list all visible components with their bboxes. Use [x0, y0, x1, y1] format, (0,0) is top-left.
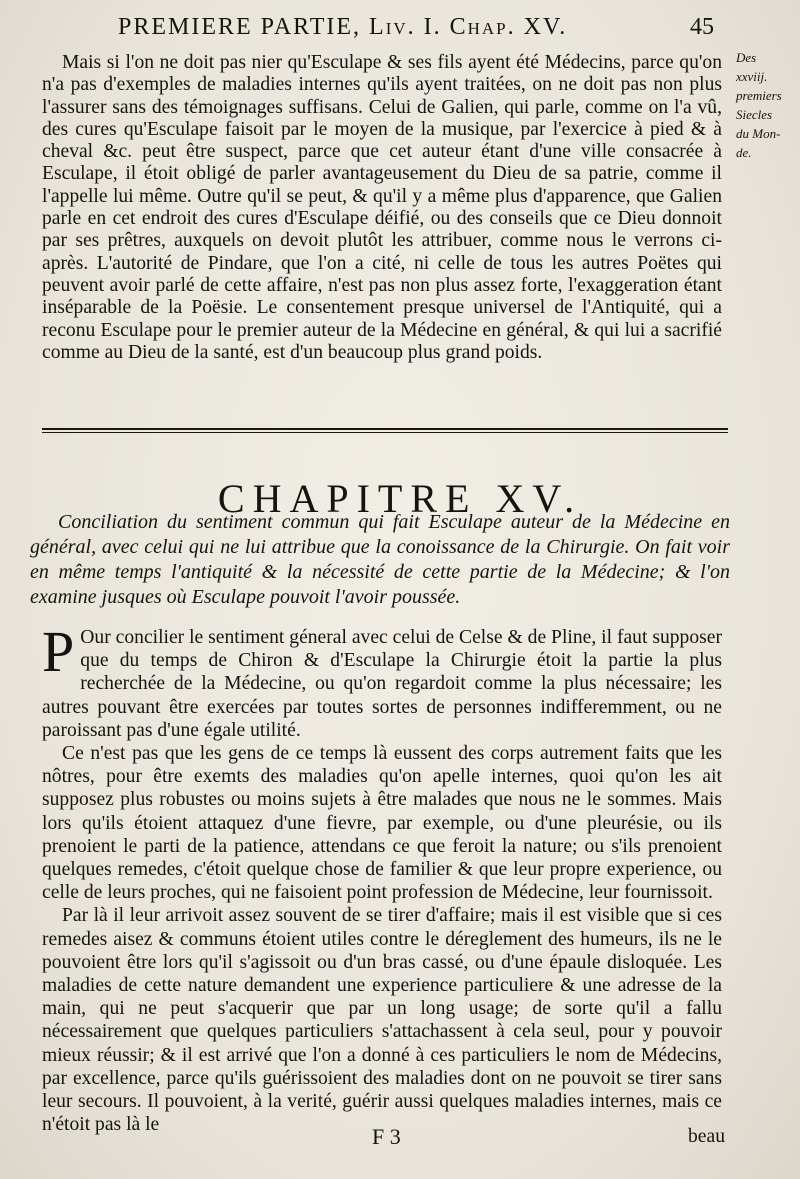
margin-note-line: Des: [736, 50, 757, 65]
catchword: beau: [688, 1126, 725, 1147]
running-header: [118, 14, 718, 41]
chapter-body: [42, 619, 722, 1136]
opening-text-block: [42, 52, 722, 364]
margin-note-line: du Mon-: [736, 126, 781, 141]
signature-mark: F 3: [372, 1124, 401, 1149]
paragraph: Par là il leur arrivoit assez souvent de se tirer d'affaire; mais il est visible que si ces remedes aisez & communs étoient utiles contre le déreglement des humeurs, ils ne le pouvoient être lors qu'il s'agissoit ou d'un bras cassé, ou d'une épaule disloquée. Les maladies de cette nature demandent une experience particuliere & une adresse de la main, qui ne peut s'acquerir que par un long usage; de sorte qu'il a fallu nécessairement que quelques particuliers s'attachassent à cela seul, pour y pouvoir mieux réussir; & il est arrivé que l'on a donné à ces particuliers le nom de Médecins, par excellence, parce qu'ils guérissoient des maladies dont on ne pouvoit se tirer sans leur secours. Il pouvoient, à la verité, guérir aussi quelques maladies internes, mais ce n'étoit pas là le: [42, 905, 722, 1136]
section-rule: [42, 428, 728, 430]
header-book: Liv. I.: [369, 14, 442, 40]
chapter-summary-text: Conciliation du sentiment commun qui fait Esculape auteur de la Médecine en général, avec celui qui ne lui attribue que la conoissance de la Chirurgie. On fait voir en même temps l'antiquité & la nécessité de cette partie de la Médecine; & l'on examine jusques où Esculape pouvoit l'avoir poussée.: [30, 511, 730, 608]
margin-note-line: xxviij.: [736, 69, 768, 84]
paragraph: Mais si l'on ne doit pas nier qu'Esculape & ses fils ayent été Médecins, parce qu'on n'a pas d'exemples de maladies internes qu'ils ayent traitées, on ne doit pas non plus l'assurer sans des témoignages suffisans. Celui de Galien, qui parle, comme on l'a vû, des cures qu'Esculape faisoit par le moyen de la musique, par l'exercice à pied & à cheval &c. peut être suspect, parce que cet auteur étant d'une ville consacrée à Esculape, il étoit obligé de parler avantageusement du Dieu de sa patrie, comme il l'appelle lui même. Outre qu'il se peut, & qu'il y a même plus d'apparence, que Galien parle en cet endroit des cures d'Esculape déifié, ou des conseils que ce Dieu donnoit par ses prêtres, auxquels on devoit plutôt les attribuer, comme nous le verrons ci-après. L'autorité de Pindare, que l'on a cité, ni celle de tous les autres Poëtes qui peuvent avoir parlé de cette affaire, n'est pas non plus assez forte, l'exaggeration étant inséparable de la Poësie. Le consentement presque universel de l'Antiquité, qui a reconu Esculape pour le premier auteur de la Médecine en général, & qui lui a sacrifié comme au Dieu de la santé, est d'un beaucoup plus grand poids.: [42, 52, 722, 363]
chapter-title: CHAPITRE XV.: [217, 475, 583, 521]
margin-note-line: Siecles: [736, 107, 773, 122]
chapter-summary: [30, 510, 730, 610]
paragraph-text: Our concilier le sentiment géneral avec celui de Celse & de Pline, il faut supposer que du temps de Chiron & d'Esculape la Chirurgie étoit la partie la plus recherchée de la Médecine, ou qu'on regardoit comme la plus nécessaire; les autres pouvant être exercées par toutes sortes de personnes indifferemment, ou ne paroissant pas d'une égale utilité.: [42, 627, 722, 741]
header-part: PREMIERE PARTIE,: [118, 14, 362, 40]
paragraph: [42, 619, 722, 742]
header-chapter: Chap. XV.: [449, 14, 568, 40]
margin-note: [736, 48, 798, 162]
page-number: 45: [690, 14, 714, 40]
paragraph: Ce n'est pas que les gens de ce temps là eussent des corps autrement faits que les nôtres, pour être exemts des maladies qu'on apelle internes, quoi qu'on les ait supposez plus robustes ou moins sujets à être malades que nous ne le sommes. Mais lors qu'ils étoient attaquez d'une fievre, par exemple, ou d'une pleurésie, ou ils prenoient le parti de la patience, attendans ce que feroit la nature; ou s'ils prenoient quelques remedes, c'étoit quelque chose de familier & que leur propre experience, ou celle de leurs proches, qui ne faisoient point profession de Médecine, leur fournissoit.: [42, 743, 722, 904]
margin-note-line: de.: [736, 145, 752, 160]
margin-note-line: premiers: [736, 88, 782, 103]
drop-cap: P: [42, 619, 75, 684]
